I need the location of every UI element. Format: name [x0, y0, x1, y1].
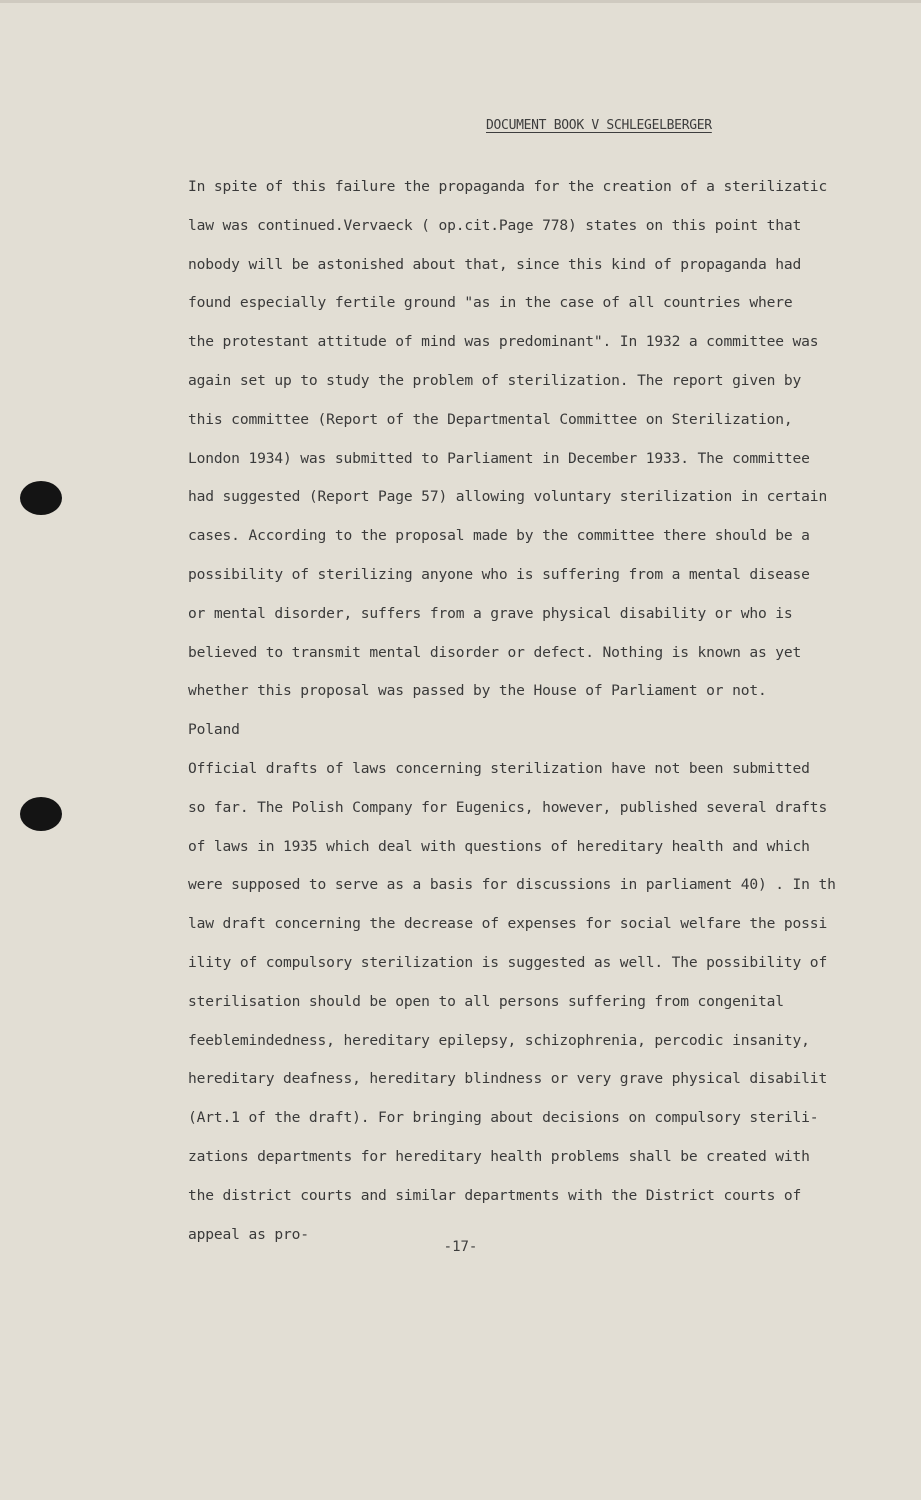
- text-line: this committee (Report of the Departmental Committee on Sterilization,: [188, 410, 793, 428]
- text-line: In spite of this failure the propaganda for the creation of a sterilizatic: [188, 178, 828, 195]
- text-line: had suggested (Report Page 57) allowing voluntary sterilization in certain: [188, 488, 828, 506]
- punch-hole-icon: [20, 481, 62, 515]
- text-line: or mental disorder, suffers from a grave physical disability or who is: [188, 604, 793, 622]
- text-line: law was continued.Vervaeck ( op.cit.Page 778) states on this point that: [188, 216, 802, 234]
- page-top-edge: [0, 0, 921, 3]
- text-line: cases. According to the proposal made by the committee there should be a: [188, 527, 810, 545]
- text-line: found especially fertile ground "as in the case of all countries where: [188, 294, 793, 312]
- text-line: feeblemindedness, hereditary epilepsy, schizophrenia, percodic insanity,: [188, 1031, 810, 1049]
- body-text: [188, 168, 908, 1254]
- text-line: the protestant attitude of mind was predominant". In 1932 a committee was: [188, 333, 819, 351]
- text-line: law draft concerning the decrease of expenses for social welfare the possi: [188, 915, 828, 933]
- text-line: hereditary deafness, hereditary blindness or very grave physical disabilit: [188, 1070, 828, 1088]
- text-line: whether this proposal was passed by the House of Parliament or not.: [188, 682, 767, 700]
- text-line: London 1934) was submitted to Parliament in December 1933. The committee: [188, 449, 810, 467]
- text-line: of laws in 1935 which deal with questions of hereditary health and which: [188, 837, 810, 855]
- text-line: sterilisation should be open to all persons suffering from congenital: [188, 992, 784, 1010]
- section-heading-poland: Poland: [188, 721, 240, 739]
- text-line: appeal as pro-: [188, 1225, 309, 1243]
- text-line: Official drafts of laws concerning sterilization have not been submitted: [188, 759, 810, 777]
- page-number: -17-: [443, 1239, 478, 1255]
- text-line: ility of compulsory sterilization is suggested as well. The possibility of: [188, 953, 828, 971]
- text-line: possibility of sterilizing anyone who is suffering from a mental disease: [188, 565, 810, 583]
- document-header: DOCUMENT BOOK V SCHLEGELBERGER: [486, 118, 712, 133]
- text-line: (Art.1 of the draft). For bringing about decisions on compulsory sterili-: [188, 1109, 819, 1127]
- text-line: again set up to study the problem of sterilization. The report given by: [188, 371, 802, 389]
- punch-hole-icon: [20, 797, 62, 831]
- text-line: zations departments for hereditary health problems shall be created with: [188, 1147, 810, 1165]
- text-line: so far. The Polish Company for Eugenics, however, published several drafts: [188, 798, 828, 816]
- text-line: were supposed to serve as a basis for discussions in parliament 40) . In th: [188, 876, 836, 894]
- text-line: believed to transmit mental disorder or defect. Nothing is known as yet: [188, 643, 802, 661]
- text-line: the district courts and similar departments with the District courts of: [188, 1186, 802, 1204]
- text-line: nobody will be astonished about that, since this kind of propaganda had: [188, 255, 802, 273]
